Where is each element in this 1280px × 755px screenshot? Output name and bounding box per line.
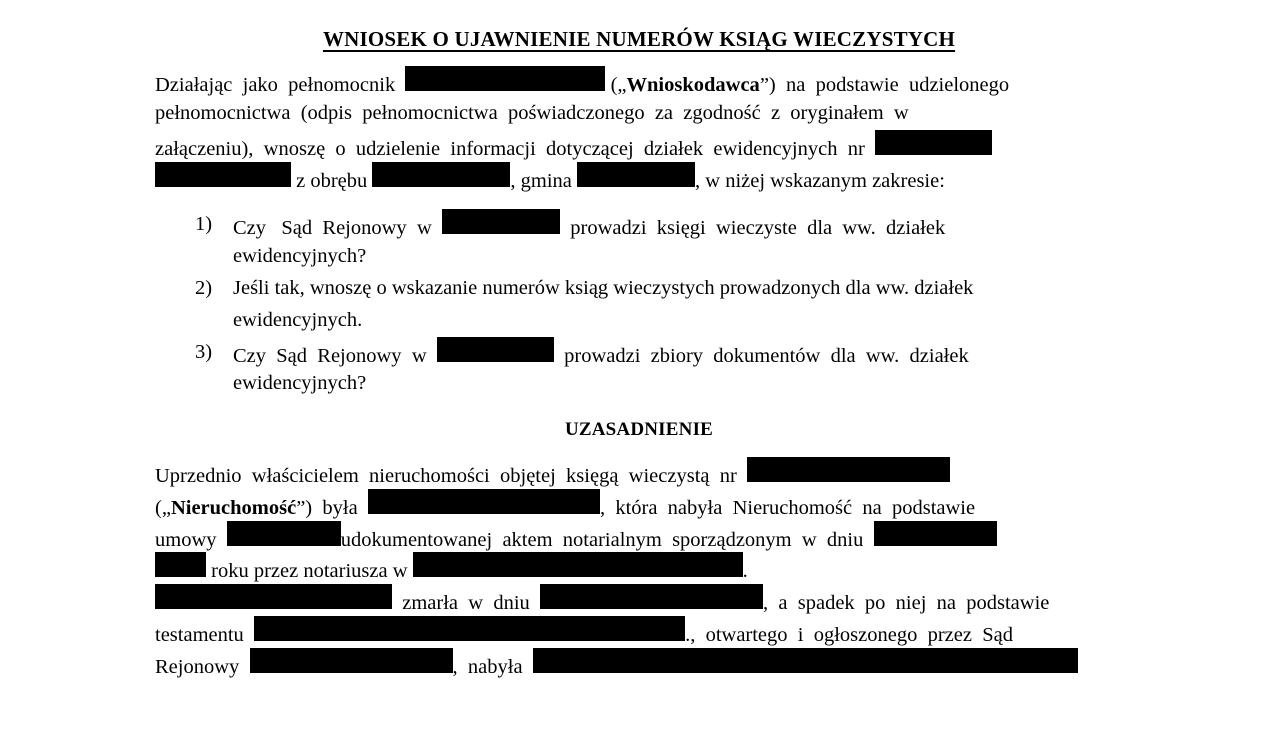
list-item-2-line-1 bbox=[233, 273, 1123, 305]
jl5-w2: , a spadek po niej na podstawie bbox=[763, 592, 1050, 615]
list-item-2-marker: 2) bbox=[195, 277, 213, 300]
li2-line1-text: Jeśli tak, wnoszę o wskazanie numerów ksiąg wieczystych prowadzonych dla ww. działek bbox=[233, 277, 974, 300]
li3-w7: dokumentów bbox=[713, 344, 821, 367]
list-item-3-body bbox=[233, 337, 1123, 401]
page-title: WNIOSEK O UJAWNIENIE NUMERÓW KSIĄG WIECZYSTYCH bbox=[322, 27, 956, 51]
jl5-w1: zmarła w dniu bbox=[402, 592, 530, 615]
redaction-deceased-name bbox=[155, 584, 392, 609]
list-item-1-line-1 bbox=[233, 209, 1123, 241]
list-item-3-line-2 bbox=[233, 368, 1123, 400]
document-body bbox=[155, 26, 1123, 679]
list-item-1-body bbox=[233, 209, 1123, 273]
li3-w10: działek bbox=[909, 344, 969, 367]
intro-line-3-text: załączeniu), wnoszę o udzielenie informacji dotyczącej działek ewidencyjnych nr bbox=[155, 137, 865, 160]
just-line-3 bbox=[155, 521, 1123, 553]
just-line-2 bbox=[155, 489, 1123, 521]
just-line-1 bbox=[155, 457, 1123, 489]
redaction-parcel-numbers-1 bbox=[875, 130, 992, 155]
redaction-date-of-death bbox=[540, 584, 763, 609]
intro-line-4 bbox=[155, 162, 1123, 194]
redaction-notary-location bbox=[413, 552, 743, 577]
li1-w6: księgi bbox=[656, 217, 706, 240]
li1-w4: w bbox=[416, 217, 432, 240]
just-line-6 bbox=[155, 616, 1123, 648]
intro-line-1-text-1: Działając jako pełnomocnik bbox=[155, 74, 396, 97]
list-item-1 bbox=[155, 209, 1123, 273]
redaction-notarial-deed-date bbox=[874, 521, 997, 546]
list-item-2 bbox=[155, 273, 1123, 337]
jl3-w1: umowy bbox=[155, 528, 217, 551]
li3-w4: w bbox=[411, 344, 427, 367]
jl1-w7: nr bbox=[719, 464, 737, 487]
intro-line-4-text-1: z obrębu bbox=[296, 169, 368, 192]
li1-w2: Sąd bbox=[281, 217, 313, 240]
jl4-w2: . bbox=[742, 560, 748, 583]
redaction-contract-type bbox=[227, 521, 341, 546]
list-item-2-body bbox=[233, 273, 1123, 337]
li2-line2-text: ewidencyjnych. bbox=[233, 308, 363, 331]
jl4-w1: roku przez notariusza w bbox=[211, 560, 408, 583]
list-item-3 bbox=[155, 337, 1123, 401]
just-line-4 bbox=[155, 552, 1123, 584]
redaction-previous-owner-name bbox=[368, 489, 600, 514]
applicant-defined-term: Wnioskodawca bbox=[626, 74, 760, 97]
jl1-w6: wieczystą bbox=[628, 464, 710, 487]
property-defined-term: Nieruchomość bbox=[170, 496, 297, 519]
list-item-3-marker: 3) bbox=[195, 340, 213, 363]
jl6-w1: testamentu bbox=[155, 623, 244, 646]
intro-line-1-text-2: („ bbox=[610, 74, 627, 97]
section-title-uzasadnienie: UZASADNIENIE bbox=[564, 419, 714, 441]
intro-line-1-text-3: ”) na podstawie udzielonego bbox=[759, 74, 1010, 97]
request-items-list bbox=[155, 209, 1123, 400]
redaction-court-location-1 bbox=[442, 209, 560, 234]
redaction-municipality-name bbox=[577, 162, 695, 187]
intro-line-1 bbox=[155, 66, 1123, 98]
li3-w2: Sąd bbox=[276, 344, 308, 367]
redaction-court-location-2 bbox=[437, 337, 554, 362]
intro-line-2-text: pełnomocnictwa (odpis pełnomocnictwa poświadczonego za zgodność z oryginałem w bbox=[155, 102, 909, 125]
redaction-parcel-numbers-2 bbox=[155, 162, 291, 187]
just-line-7 bbox=[155, 648, 1123, 680]
li1-w1: Czy bbox=[233, 217, 267, 240]
li1-w10: działek bbox=[886, 217, 946, 240]
intro-line-2 bbox=[155, 98, 1123, 130]
li1-w7: wieczyste bbox=[716, 217, 797, 240]
jl6-w2: ., otwartego i ogłoszonego przez Sąd bbox=[685, 623, 1013, 646]
li3-w9: ww. bbox=[865, 344, 900, 367]
justification-paragraph bbox=[155, 457, 1123, 680]
list-item-1-marker: 1) bbox=[195, 213, 213, 236]
intro-line-4-text-3: , w niżej wskazanym zakresie: bbox=[695, 169, 945, 192]
jl2-w2: ”) była bbox=[296, 496, 358, 519]
li1-w5: prowadzi bbox=[570, 217, 647, 240]
jl1-w4: objętej bbox=[500, 464, 556, 487]
li3-w8: dla bbox=[830, 344, 856, 367]
redaction-land-register-number bbox=[747, 457, 950, 482]
intro-line-4-text-2: , gmina bbox=[510, 169, 572, 192]
jl1-w2: właścicielem bbox=[251, 464, 359, 487]
redaction-deed-year bbox=[155, 552, 206, 577]
jl1-w5: księgą bbox=[566, 464, 619, 487]
jl7-w2: , nabyła bbox=[452, 655, 523, 678]
jl1-w3: nieruchomości bbox=[369, 464, 490, 487]
list-item-1-line-2 bbox=[233, 241, 1123, 273]
li1-line2-text: ewidencyjnych? bbox=[233, 245, 367, 268]
jl7-w1: Rejonowy bbox=[155, 655, 240, 678]
li3-w6: zbiory bbox=[650, 344, 704, 367]
intro-line-3 bbox=[155, 130, 1123, 162]
li3-w1: Czy bbox=[233, 344, 267, 367]
redaction-court-name-inheritance bbox=[250, 648, 453, 673]
jl3-w2: udokumentowanej aktem notarialnym sporządzonym w dniu bbox=[340, 528, 864, 551]
li3-w3: Rejonowy bbox=[317, 344, 402, 367]
list-item-3-line-1 bbox=[233, 337, 1123, 369]
li1-w8: dla bbox=[807, 217, 833, 240]
jl1-w1: Uprzednio bbox=[155, 464, 242, 487]
li3-w5: prowadzi bbox=[564, 344, 641, 367]
jl2-w1: („ bbox=[155, 496, 171, 519]
just-line-5 bbox=[155, 584, 1123, 616]
jl2-w3: , która nabyła Nieruchomość na podstawie bbox=[599, 496, 976, 519]
redaction-applicant-name bbox=[405, 66, 605, 91]
list-item-2-line-2 bbox=[233, 305, 1123, 337]
li3-line2-text: ewidencyjnych? bbox=[233, 372, 367, 395]
redaction-precinct-name bbox=[372, 162, 510, 187]
redaction-heir-name bbox=[533, 648, 1078, 673]
redaction-will-details bbox=[254, 616, 685, 641]
intro-paragraph bbox=[155, 66, 1123, 193]
li1-w3: Rejonowy bbox=[322, 217, 407, 240]
li1-w9: ww. bbox=[842, 217, 876, 240]
